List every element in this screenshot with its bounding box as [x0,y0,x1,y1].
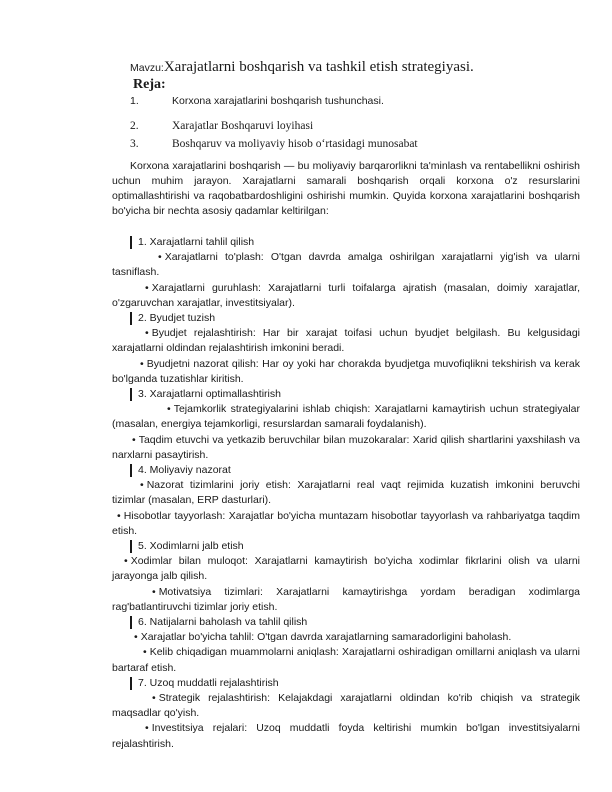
bullet-paragraph [112,433,580,463]
bullet-dot: • [132,433,136,446]
document-topic [130,58,474,76]
bullet-paragraph [112,630,580,645]
section-heading-text: 5. Xodimlarni jalb etish [138,540,244,552]
bullet-dot: • [145,327,149,340]
bullet-text: Xodimlar bilan muloqot: Xarajatlarni kamaytirish bo'yicha xodimlar fikrlarini olish va ularni jarayonga jalb qilish. [112,555,580,583]
plan-item [130,117,560,135]
bullet-dot: • [158,251,162,264]
plan-item [130,92,560,110]
section-heading [112,676,580,691]
section [112,463,580,539]
section-heading-text: 6. Natijalarni baholash va tahlil qilish [138,616,308,628]
section-heading [112,387,580,402]
bullet-paragraph [112,645,580,675]
bullet-paragraph [112,554,580,584]
bullet-text: Xarajatlarni guruhlash: Xarajatlarni turli toifalarga ajratish (masalan, doimiy xarajatlar, o'zgaruvchan xarajatlar, investitsiyalar). [112,281,580,309]
section [112,387,580,463]
plan-item-number: 1. [130,95,139,107]
section-heading [112,235,580,250]
plan-item-text: Korxona xarajatlarini boshqarish tushunchasi. [172,95,384,107]
topic-label: Mavzu: [130,62,164,74]
bullet-text: Byudjet rejalashtirish: Har bir xarajat toifasi uchun byudjet belgilash. Bu kelgusidagi xarajatlarni oldindan rejalashtirish imkonini beradi. [112,327,580,355]
bullet-paragraph [112,509,580,539]
bullet-paragraph [112,281,580,311]
heading-marker-bar [130,236,132,249]
bullet-text: Taqdim etuvchi va yetkazib beruvchilar bilan muzokaralar: Xarid qilish shartlarini yaxshilash va narxlarni pasaytirish. [112,433,580,461]
bullet-text: Tejamkorlik strategiyalarini ishlab chiqish: Xarajatlarni kamaytirish uchun strategiyalar (masalan, energiya tejamkorligi, resurslardan samarali foydalanish). [112,403,580,431]
bullet-dot: • [152,691,156,704]
section [112,676,580,752]
heading-marker-bar [130,388,132,401]
bullet-dot: • [145,281,149,294]
bullet-paragraph [112,478,580,508]
sections-container [112,235,580,752]
section-heading [112,463,580,478]
heading-marker-bar [130,312,132,325]
heading-marker-bar [130,464,132,477]
bullet-text: Nazorat tizimlarini joriy etish: Xarajatlarni real vaqt rejimida kuzatish imkonini beruvchi tizimlar (masalan, ERP dasturlari). [112,479,580,507]
plan-list [130,92,560,153]
bullet-dot: • [167,403,171,416]
section [112,235,580,311]
bullet-dot: • [140,357,144,370]
bullet-text: Motivatsiya tizimlari: Xarajatlarni kamaytirishga yordam beradigan xodimlarga rag'batlantiruvchi tizimlar joriy etish. [112,585,580,613]
heading-marker-bar [130,677,132,690]
bullet-paragraph [112,326,580,356]
section-heading-text: 1. Xarajatlarni tahlil qilish [138,236,255,248]
section-heading [112,539,580,554]
plan-item-text: Boshqaruv va moliyaviy hisob o‘rtasidagi munosabat [172,138,418,150]
bullet-dot: • [145,722,149,735]
bullet-dot: • [117,509,121,522]
bullet-dot: • [124,555,128,568]
section [112,615,580,676]
plan-item-number: 3. [130,138,139,150]
section-heading-text: 2. Byudjet tuzish [138,312,216,324]
plan-item [130,135,560,153]
bullet-dot: • [134,631,138,644]
section [112,311,580,387]
bullet-text: Xarajatlar bo'yicha tahlil: O'tgan davrda xarajatlarning samaradorligini baholash. [140,631,512,644]
bullet-text: Kelib chiqadigan muammolarni aniqlash: Xarajatlarni oshiradigan omillarni aniqlash va ularni bartaraf etish. [112,646,580,674]
bullet-paragraph [112,250,580,280]
plan-item-text: Xarajatlar Boshqaruvi loyihasi [172,120,314,132]
bullet-text: Hisobotlar tayyorlash: Xarajatlar bo'yicha muntazam hisobotlar tayyorlash va rahbariyatga taqdim etish. [112,509,580,537]
bullet-paragraph [112,402,580,432]
bullet-text: Xarajatlarni to'plash: O'tgan davrda amalga oshirilgan xarajatlarni yig'ish va ularni tasniflash. [112,251,580,279]
bullet-dot: • [143,646,147,659]
topic-end: . [470,59,474,75]
bullet-text: Strategik rejalashtirish: Kelajakdagi xarajatlarni oldindan ko'rib chiqish va strategik maqsadlar qo'yish. [112,691,580,720]
bullet-paragraph [112,585,580,615]
section-heading [112,615,580,630]
bullet-paragraph [112,691,580,721]
section-heading-text: 7. Uzoq muddatli rejalashtirish [138,676,279,689]
intro-paragraph: Korxona xarajatlarini boshqarish — bu moliyaviy barqarorlikni ta'minlash va rentabellikni oshirish uchun muhim jarayon. Xarajatlarni samarali boshqarish orqali korxona o'z resurslarini optimallashtirishi va raqobatbardoshligini oshirishi mumkin. Quyida korxona xarajatlarini boshqarish bo'yicha bir nechta asosiy qadamlar keltirilgan: [112,160,580,217]
bullet-paragraph [112,721,580,751]
bullet-text: Byudjetni nazorat qilish: Har oy yoki har chorakda byudjetga muvofiqlikni tekshirish va kerak bo'lganda tuzatishlar kiritish. [112,357,580,385]
bullet-dot: • [140,479,144,492]
bullet-dot: • [152,585,156,598]
heading-marker-bar [130,616,132,629]
heading-marker-bar [130,540,132,553]
plan-heading: Reja: [133,77,166,92]
topic-title: Xarajatlarni boshqarish va tashkil etish strategiyasi [163,59,471,75]
section-heading [112,311,580,326]
section-heading-text: 3. Xarajatlarni optimallashtirish [138,388,281,400]
section-heading-text: 4. Moliyaviy nazorat [138,464,231,476]
section [112,539,580,615]
bullet-text: Investitsiya rejalari: Uzoq muddatli foyda keltirishi mumkin bo'lgan investitsiyalarni rejalashtirish. [112,722,580,750]
bullet-paragraph [112,357,580,387]
plan-item-number: 2. [130,120,139,132]
